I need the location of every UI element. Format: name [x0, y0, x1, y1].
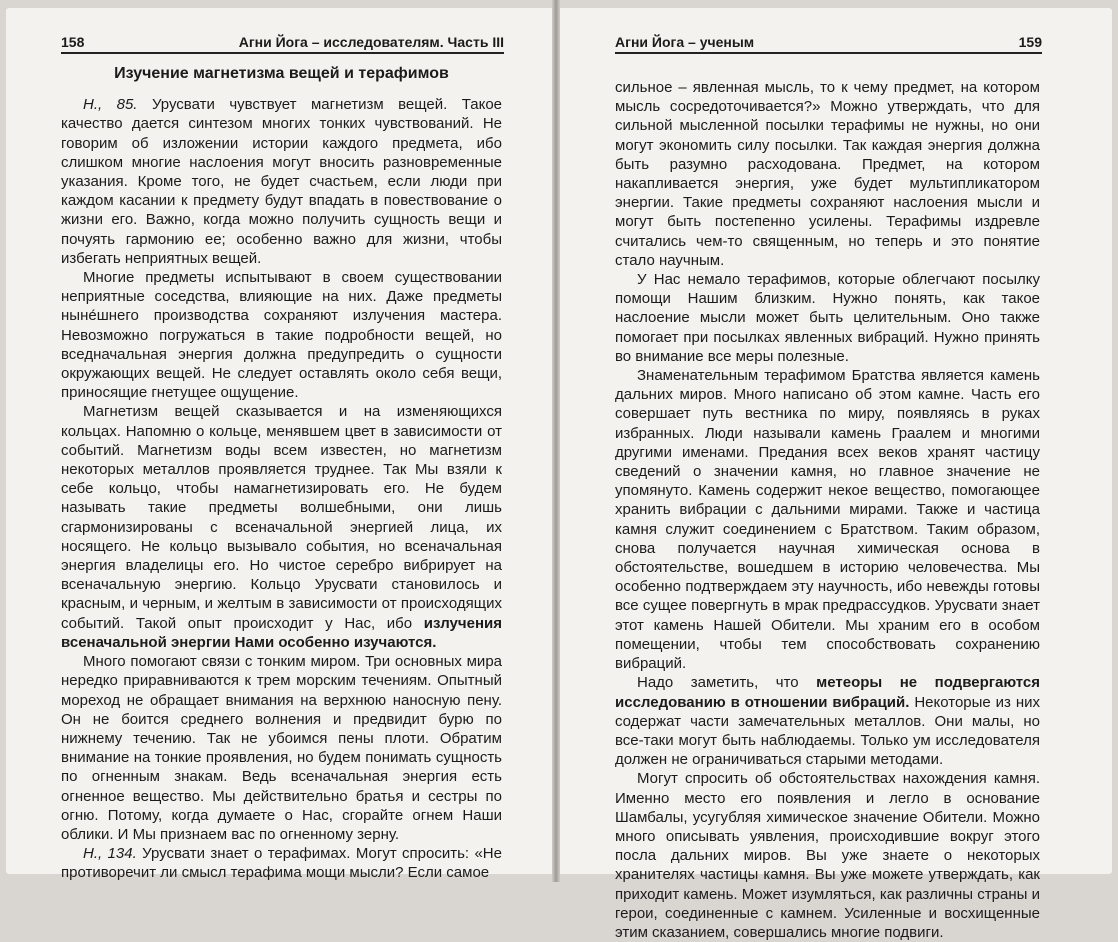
running-title: Агни Йога – исследователям. Часть III [238, 34, 504, 50]
paragraph-text: Знаменательным терафимом Братства является камень дальних миров. Много написано об этом камне. Часть его совершает путь вестника по миру, появляясь в руках избранных. Люди называли камень Граалем и многими другими именами. Предания всех веков хранят частицу сведений о значении камня, но главное значение не упомянуто. Камень содержит некое вещество, помогающее хранить вибрации с дальними мирами. Также и частица камня служит соединением с Братством. Таким образом, снова получается научная химическая основа в обстоятельстве, вошедшем в историю человечества. Мы особенно подтверждаем эту научность, ибо невежды готовы все сущее повергнуть в мрак предрассудков. Урусвати знает этот камень Нашей Обители. Мы храним его в особом помещении, чтобы тем способствовать сохранению вибраций. [615, 367, 1040, 673]
left-page-header [61, 30, 504, 54]
left-page [6, 8, 552, 882]
citation-ref: Н., 134. [83, 845, 137, 863]
emphasis-text: метеоры не подвергаются исследованию в отношении вибраций. [615, 674, 1040, 711]
paragraph [615, 769, 1040, 942]
book-gutter [552, 0, 560, 882]
right-page [560, 8, 1112, 941]
paragraph-text: Урусвати чувствует магнетизм вещей. Такое качество дается синтезом многих тонких чувствований. Не говорим об изложении истории каждого предмета, ибо слишком многие наслоения могут вносить разновременные указания. Кроме того, не будет счастьем, если люди при каждом касании к предмету будут впадать в повествование о жизни его. Важно, когда можно получить сущность вещи и почуять гармонию ее; особенно важно для жизни, чтобы избегать неприятных вещей. [61, 96, 503, 267]
paragraph-text: Могут спросить об обстоятельствах нахождения камня. Именно место его появления и легло в основание Шамбалы, усугубляя химическое значение Обители. Можно много описывать уявления, происходившие вокруг этого посла дальних миров. Вы уже знаете о некоторых хранителях частицы камня. Вы уже можете утверждать, как приходит камень. Может изумляться, как различны страны и герои, соединенные с камнем. Усиленные и восхищенные этим сказанием, совершались многие подвиги. [615, 770, 1040, 941]
paragraph [61, 402, 502, 652]
running-title: Агни Йога – ученым [615, 34, 755, 50]
page-number: 158 [61, 34, 85, 50]
paragraph-text: Некоторые из них содержат части замечательных металлов. Они малы, но все-таки могут быть наблюдаемы. Только ум исследователя должен не ограничиваться старыми методами. [615, 693, 1040, 769]
paragraph-text: Урусвати знает о терафимах. Могут спросить: «Не противоречит ли смысл терафима мощи мысли? Если самое [61, 845, 502, 882]
paragraph [61, 268, 502, 402]
paragraph [61, 95, 502, 268]
paragraph [615, 673, 1040, 769]
paragraph [61, 652, 502, 844]
section-title: Изучение магнетизма вещей и терафимов [114, 65, 449, 82]
emphasis-text: излучения всеначальной энергии Нами особенно изучаются. [61, 614, 502, 651]
paragraph-text: Надо заметить, что [637, 674, 817, 692]
paragraph [615, 78, 1040, 270]
citation-ref: Н., 85. [83, 96, 138, 114]
paragraph [615, 270, 1040, 366]
paragraph [615, 366, 1040, 673]
right-page-header [615, 30, 1042, 54]
page-number: 159 [1018, 34, 1042, 50]
paragraph-text: Многие предметы испытывают в своем существовании неприятные соседства, влияющие на них. Даже предметы ныне́шнего производства сохраняют излучения мастера. Невозможно погружаться в такие подробности вещей, но вседначальная энергия должна предупредить о сущности окружающих вещей. Не следует оставлять около себя вещи, приносящие гнетущее ощущение. [61, 269, 502, 402]
paragraph-text: сильное – явленная мысль, то к чему предмет, на котором мысль сосредоточивается?» Можно утверждать, что для сильной мысленной посылки терафимы не нужны, но они могут экономить силу посылки. Так каждая энергия должна быть разумно расходована. Предмет, на котором накапливается энергия, уже будет мультипликатором энергии. Такие предметы сохраняют наслоения мысли и могут быть постепенно усилены. Терафимы издревле считались чем-то священным, но теперь и это понятие стало научным. [615, 79, 1040, 269]
paragraph [61, 844, 502, 882]
right-page-text [615, 78, 1040, 942]
left-page-text [61, 64, 502, 883]
paragraph-text: У Нас немало терафимов, которые облегчают посылку помощи Нашим близким. Нужно понять, как такое наслоение мысли может быть целительным. Оно также помогает при посылках явленных вибраций. Нужно принять во внимание все меры полезные. [615, 271, 1040, 365]
paragraph-text: Много помогают связи с тонким миром. Три основных мира нередко приравниваются к трем морским течениям. Опытный мореход не обращает внимания на верхнюю наносную пену. Он не боится среднего волнения и предвидит бурю по нижнему течению. Так не убоимся пены плоти. Обратим внимание на тонкие проявления, но будем понимать сущность по огненным знакам. Ведь всеначальная энергия есть огненное вещество. Мы действительно братья и сестры по огню. Потому, когда думаете о Нас, сгорайте огнем Наши облики. И Мы признаем вас по огненному зерну. [61, 653, 502, 843]
paragraph-text: Магнетизм вещей сказывается и на изменяющихся кольцах. Напомню о кольце, менявшем цвет в зависимости от событий. Магнетизм воды всем известен, но магнетизм некоторых металлов проявляется труднее. Так Мы взяли к себе кольцо, чтобы намагнетизировать его. Не будем называть такие предметы волшебными, они лишь сгармонизированы с всеначальной энергией лица, их носящего. Не кольцо вызывало события, но всеначальная энергия владелицы его. Но чистое серебро вибрирует на всеначальную энергию. Кольцо Урусвати становилось и красным, и черным, и желтым в зависимости от происходящих событий. Такой опыт происходит у Нас, ибо [61, 403, 502, 632]
